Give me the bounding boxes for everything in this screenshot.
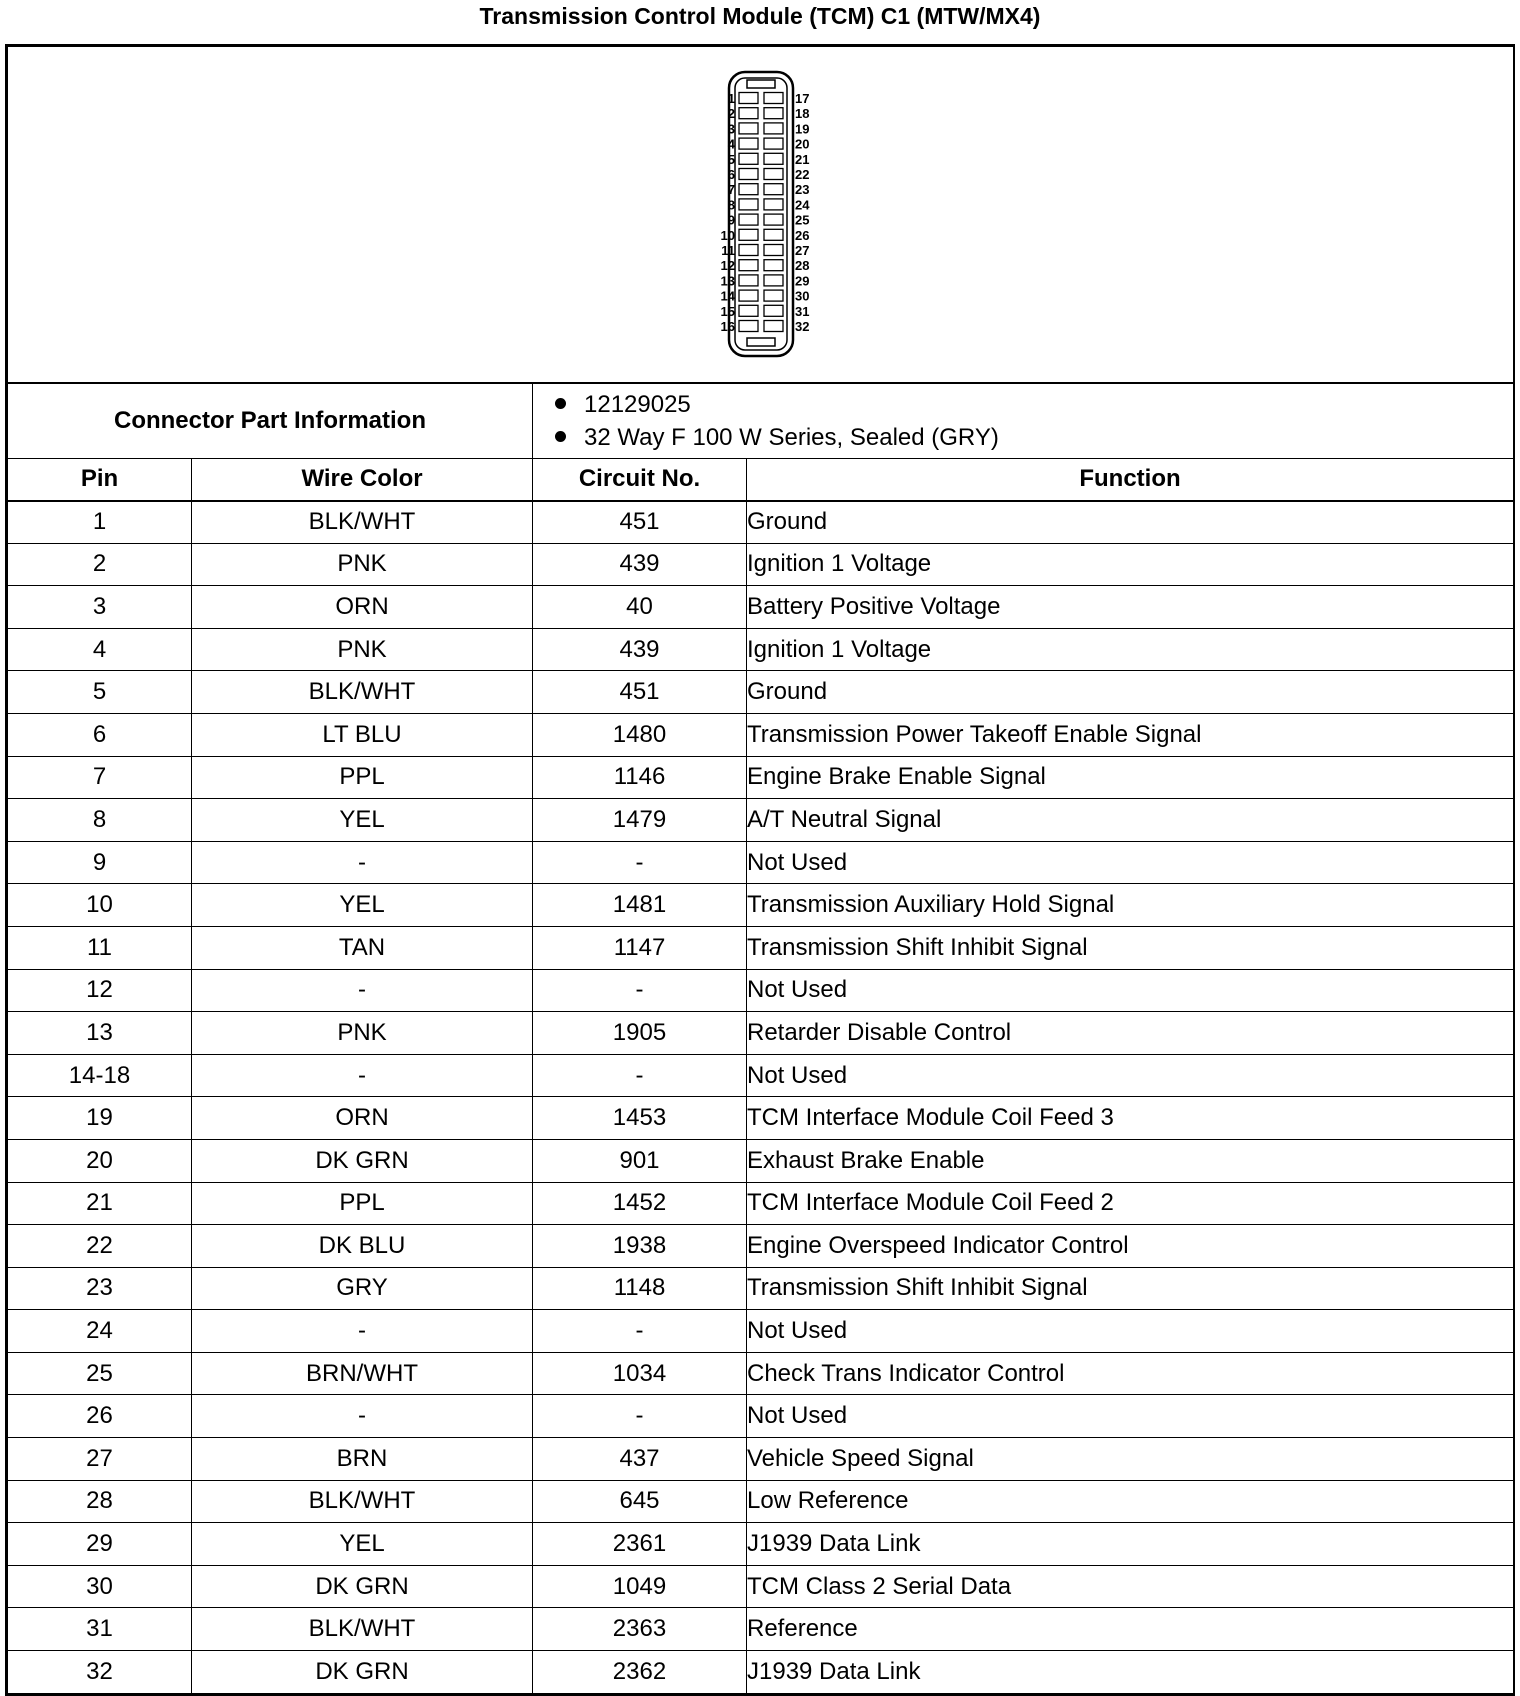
wire-color-cell: -	[192, 841, 533, 884]
circuit-cell: 437	[533, 1438, 747, 1481]
table-row	[8, 1012, 1514, 1055]
pin-cell: 12	[8, 969, 192, 1012]
circuit-cell: 1034	[533, 1352, 747, 1395]
pin-cell: 23	[8, 1267, 192, 1310]
pin-number-label: 18	[794, 106, 809, 122]
pin-cell: 13	[8, 1012, 192, 1055]
bullet-icon	[555, 398, 566, 409]
wire-color-cell: PPL	[192, 1182, 533, 1225]
column-header-pin: Pin	[8, 459, 192, 501]
function-cell: Retarder Disable Control	[747, 1012, 1514, 1055]
pin-number-label: 29	[794, 273, 809, 289]
circuit-cell: 1479	[533, 799, 747, 842]
function-cell: Engine Overspeed Indicator Control	[747, 1225, 1514, 1268]
table-row	[8, 926, 1514, 969]
pin-number-label: 30	[794, 288, 809, 304]
circuit-cell: -	[533, 841, 747, 884]
function-cell: Transmission Shift Inhibit Signal	[747, 926, 1514, 969]
pin-cell: 31	[8, 1608, 192, 1651]
table-row	[8, 713, 1514, 756]
wire-color-cell: DK BLU	[192, 1225, 533, 1268]
wire-color-cell: LT BLU	[192, 713, 533, 756]
wire-color-cell: ORN	[192, 586, 533, 629]
function-cell: Not Used	[747, 841, 1514, 884]
pin-number-label: 27	[794, 243, 809, 259]
circuit-cell: 1480	[533, 713, 747, 756]
wire-color-cell: ORN	[192, 1097, 533, 1140]
circuit-cell: -	[533, 1395, 747, 1438]
page-title: Transmission Control Module (TCM) C1 (MTW/MX4)	[479, 3, 1041, 29]
table-row	[8, 501, 1514, 544]
pin-number-label: 7	[727, 182, 735, 198]
pin-rows	[8, 501, 1514, 1694]
pin-cell: 6	[8, 713, 192, 756]
connector-face-diagram	[681, 64, 841, 364]
function-cell: Engine Brake Enable Signal	[747, 756, 1514, 799]
table-row	[8, 969, 1514, 1012]
pin-number-label: 21	[794, 152, 809, 168]
pin-number-label: 24	[794, 197, 809, 213]
wire-color-cell: TAN	[192, 926, 533, 969]
pin-cell: 10	[8, 884, 192, 927]
table-row	[8, 1608, 1514, 1651]
circuit-cell: 2361	[533, 1523, 747, 1566]
pin-number-label: 25	[794, 212, 809, 228]
function-cell: Ignition 1 Voltage	[747, 543, 1514, 586]
function-cell: Not Used	[747, 1395, 1514, 1438]
pin-cell: 20	[8, 1139, 192, 1182]
function-cell: Ground	[747, 671, 1514, 714]
circuit-cell: 451	[533, 501, 747, 544]
table-row	[8, 1523, 1514, 1566]
table-row	[8, 1480, 1514, 1523]
pin-cell: 2	[8, 543, 192, 586]
pin-cell: 5	[8, 671, 192, 714]
table-row	[8, 1139, 1514, 1182]
wire-color-cell: PNK	[192, 1012, 533, 1055]
table-header-row	[8, 459, 1514, 501]
function-cell: Ground	[747, 501, 1514, 544]
table-row	[8, 1267, 1514, 1310]
wire-color-cell: -	[192, 969, 533, 1012]
circuit-cell: 2362	[533, 1651, 747, 1694]
pin-cell: 30	[8, 1565, 192, 1608]
circuit-cell: 1481	[533, 884, 747, 927]
circuit-cell: 1452	[533, 1182, 747, 1225]
pin-cell: 4	[8, 628, 192, 671]
function-cell: TCM Class 2 Serial Data	[747, 1565, 1514, 1608]
pin-cell: 22	[8, 1225, 192, 1268]
list-item	[555, 388, 1513, 421]
circuit-cell: 1146	[533, 756, 747, 799]
pin-number-label: 4	[727, 136, 735, 152]
circuit-cell: 1938	[533, 1225, 747, 1268]
column-header-wire-color: Wire Color	[192, 459, 533, 501]
list-item	[555, 421, 1513, 454]
circuit-cell: 1453	[533, 1097, 747, 1140]
table-row	[8, 1182, 1514, 1225]
table-row	[8, 1054, 1514, 1097]
pin-cell: 24	[8, 1310, 192, 1353]
pin-cell: 3	[8, 586, 192, 629]
table-row	[8, 628, 1514, 671]
pin-cell: 9	[8, 841, 192, 884]
function-cell: Not Used	[747, 969, 1514, 1012]
circuit-cell: 40	[533, 586, 747, 629]
table-row	[8, 1395, 1514, 1438]
wire-color-cell: GRY	[192, 1267, 533, 1310]
table-row	[8, 1438, 1514, 1481]
function-cell: TCM Interface Module Coil Feed 3	[747, 1097, 1514, 1140]
pin-number-label: 12	[720, 258, 735, 274]
pin-cell: 32	[8, 1651, 192, 1694]
function-cell: Reference	[747, 1608, 1514, 1651]
pin-cell: 8	[8, 799, 192, 842]
circuit-cell: 1147	[533, 926, 747, 969]
pin-number-label: 8	[727, 197, 735, 213]
circuit-cell: -	[533, 1310, 747, 1353]
wire-color-cell: -	[192, 1310, 533, 1353]
bullet-icon	[555, 431, 566, 442]
circuit-cell: 1049	[533, 1565, 747, 1608]
wire-color-cell: BLK/WHT	[192, 501, 533, 544]
function-cell: J1939 Data Link	[747, 1523, 1514, 1566]
pin-cell: 1	[8, 501, 192, 544]
pin-number-label: 28	[794, 258, 809, 274]
table-row	[8, 1651, 1514, 1694]
pin-cell: 25	[8, 1352, 192, 1395]
pin-number-label: 17	[794, 91, 809, 107]
table-row	[8, 1352, 1514, 1395]
function-cell: A/T Neutral Signal	[747, 799, 1514, 842]
pin-number-label: 19	[794, 121, 809, 137]
wire-color-cell: BLK/WHT	[192, 1480, 533, 1523]
table-row	[8, 841, 1514, 884]
connector-diagram-cell	[8, 47, 1514, 383]
pin-number-label: 16	[720, 319, 735, 335]
circuit-cell: 1905	[533, 1012, 747, 1055]
wire-color-cell: BRN/WHT	[192, 1352, 533, 1395]
pin-number-label: 20	[794, 136, 809, 152]
wire-color-cell: PPL	[192, 756, 533, 799]
connector-part-info-label: Connector Part Information	[8, 383, 533, 459]
wire-color-cell: DK GRN	[192, 1565, 533, 1608]
pin-number-label: 2	[727, 106, 735, 122]
pin-cell: 19	[8, 1097, 192, 1140]
pin-cell: 14-18	[8, 1054, 192, 1097]
pin-number-label: 22	[794, 167, 809, 183]
connector-description: 32 Way F 100 W Series, Sealed (GRY)	[584, 423, 999, 451]
wire-color-cell: -	[192, 1395, 533, 1438]
pin-cell: 26	[8, 1395, 192, 1438]
wire-color-cell: YEL	[192, 884, 533, 927]
pin-number-label: 32	[794, 319, 809, 335]
table-row	[8, 1097, 1514, 1140]
wire-color-cell: PNK	[192, 628, 533, 671]
pin-number-label: 3	[727, 121, 735, 137]
circuit-cell: 901	[533, 1139, 747, 1182]
circuit-cell: 439	[533, 543, 747, 586]
table-row	[8, 543, 1514, 586]
table-row	[8, 799, 1514, 842]
pin-number-label: 6	[727, 167, 735, 183]
pin-number-label: 1	[727, 91, 735, 107]
pin-number-label: 15	[720, 304, 735, 320]
table-row	[8, 884, 1514, 927]
table-row	[8, 1225, 1514, 1268]
function-cell: TCM Interface Module Coil Feed 2	[747, 1182, 1514, 1225]
function-cell: Battery Positive Voltage	[747, 586, 1514, 629]
pin-cell: 21	[8, 1182, 192, 1225]
pin-number-label: 11	[720, 243, 735, 259]
pin-number-label: 10	[720, 228, 735, 244]
wire-color-cell: -	[192, 1054, 533, 1097]
table-row	[8, 586, 1514, 629]
function-cell: Check Trans Indicator Control	[747, 1352, 1514, 1395]
pin-cell: 27	[8, 1438, 192, 1481]
wire-color-cell: DK GRN	[192, 1651, 533, 1694]
function-cell: Transmission Auxiliary Hold Signal	[747, 884, 1514, 927]
function-cell: Vehicle Speed Signal	[747, 1438, 1514, 1481]
pin-cell: 29	[8, 1523, 192, 1566]
pin-cell: 7	[8, 756, 192, 799]
table-row	[8, 671, 1514, 714]
function-cell: Not Used	[747, 1054, 1514, 1097]
column-header-function: Function	[747, 459, 1514, 501]
pin-number-label: 13	[720, 273, 735, 289]
table-row	[8, 756, 1514, 799]
circuit-cell: -	[533, 1054, 747, 1097]
wire-color-cell: BLK/WHT	[192, 1608, 533, 1651]
pin-cell: 11	[8, 926, 192, 969]
pin-cell: 28	[8, 1480, 192, 1523]
pinout-table	[7, 46, 1514, 1694]
table-row	[8, 1310, 1514, 1353]
function-cell: J1939 Data Link	[747, 1651, 1514, 1694]
pin-number-label: 14	[720, 288, 735, 304]
part-number: 12129025	[584, 390, 691, 418]
function-cell: Exhaust Brake Enable	[747, 1139, 1514, 1182]
connector-part-info-values	[533, 383, 1514, 459]
circuit-cell: 1148	[533, 1267, 747, 1310]
function-cell: Transmission Power Takeoff Enable Signal	[747, 713, 1514, 756]
function-cell: Ignition 1 Voltage	[747, 628, 1514, 671]
circuit-cell: 451	[533, 671, 747, 714]
table-row	[8, 1565, 1514, 1608]
pin-number-label: 31	[794, 304, 809, 320]
pin-number-label: 26	[794, 228, 809, 244]
circuit-cell: 2363	[533, 1608, 747, 1651]
function-cell: Not Used	[747, 1310, 1514, 1353]
wire-color-cell: BRN	[192, 1438, 533, 1481]
pin-number-label: 9	[727, 212, 735, 228]
wire-color-cell: DK GRN	[192, 1139, 533, 1182]
circuit-cell: 439	[533, 628, 747, 671]
wire-color-cell: YEL	[192, 799, 533, 842]
column-header-circuit: Circuit No.	[533, 459, 747, 501]
wire-color-cell: BLK/WHT	[192, 671, 533, 714]
pin-number-label: 5	[727, 152, 735, 168]
function-cell: Low Reference	[747, 1480, 1514, 1523]
circuit-cell: 645	[533, 1480, 747, 1523]
wire-color-cell: PNK	[192, 543, 533, 586]
connector-sheet	[5, 44, 1515, 1696]
pin-number-label: 23	[794, 182, 809, 198]
function-cell: Transmission Shift Inhibit Signal	[747, 1267, 1514, 1310]
circuit-cell: -	[533, 969, 747, 1012]
wire-color-cell: YEL	[192, 1523, 533, 1566]
